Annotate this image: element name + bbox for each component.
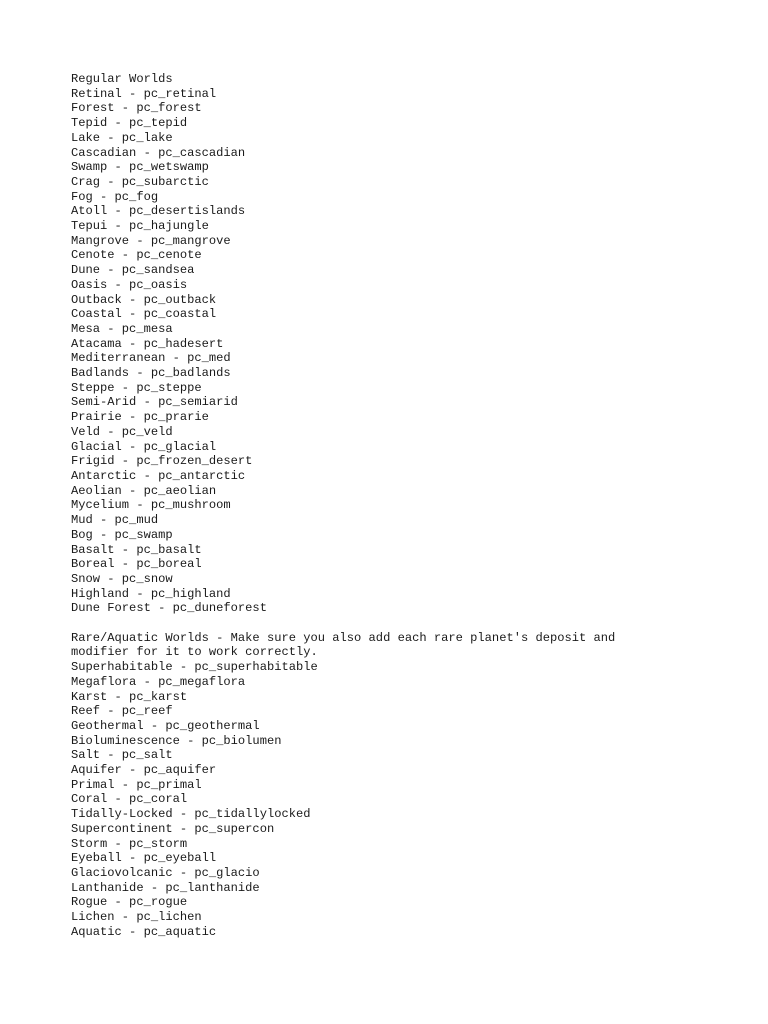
world-entry: Supercontinent - pc_supercon bbox=[71, 821, 275, 836]
rare-worlds-section bbox=[71, 631, 751, 940]
section-heading-regular: Regular Worlds bbox=[71, 72, 173, 86]
world-entry: Aquifer - pc_aquifer bbox=[71, 763, 217, 778]
world-entry: Forest - pc_forest bbox=[71, 101, 202, 116]
world-entry: Eyeball - pc_eyeball bbox=[71, 851, 217, 866]
world-entry: Mycelium - pc_mushroom bbox=[71, 498, 231, 513]
world-entry: Bog - pc_swamp bbox=[71, 527, 173, 542]
world-entry: Aquatic - pc_aquatic bbox=[71, 924, 217, 939]
section-heading-rare-line1: Rare/Aquatic Worlds - Make sure you also add each rare planet's deposit and bbox=[71, 630, 616, 645]
world-entry: Antarctic - pc_antarctic bbox=[71, 468, 246, 483]
document-page bbox=[71, 72, 751, 939]
world-entry: Coral - pc_coral bbox=[71, 792, 188, 807]
world-entry: Megaflora - pc_megaflora bbox=[71, 674, 246, 689]
world-entry: Badlands - pc_badlands bbox=[71, 366, 231, 381]
world-entry: Steppe - pc_steppe bbox=[71, 380, 202, 395]
world-entry: Lake - pc_lake bbox=[71, 130, 173, 145]
world-entry: Aeolian - pc_aeolian bbox=[71, 483, 217, 498]
world-entry: Cascadian - pc_cascadian bbox=[71, 145, 246, 160]
world-entry: Atacama - pc_hadesert bbox=[71, 336, 224, 351]
world-entry: Dune Forest - pc_duneforest bbox=[71, 601, 267, 616]
world-entry: Mangrove - pc_mangrove bbox=[71, 233, 231, 248]
world-entry: Outback - pc_outback bbox=[71, 292, 217, 307]
world-entry: Crag - pc_subarctic bbox=[71, 174, 209, 189]
world-entry: Highland - pc_highland bbox=[71, 586, 231, 601]
rare-worlds-list bbox=[71, 660, 751, 939]
world-entry: Storm - pc_storm bbox=[71, 836, 188, 851]
world-entry: Semi-Arid - pc_semiarid bbox=[71, 395, 238, 410]
world-entry: Retinal - pc_retinal bbox=[71, 86, 217, 101]
world-entry: Glaciovolcanic - pc_glacio bbox=[71, 865, 260, 880]
world-entry: Rogue - pc_rogue bbox=[71, 895, 188, 910]
world-entry: Glacial - pc_glacial bbox=[71, 439, 217, 454]
world-entry: Tidally-Locked - pc_tidallylocked bbox=[71, 807, 311, 822]
world-entry: Tepui - pc_hajungle bbox=[71, 219, 209, 234]
world-entry: Snow - pc_snow bbox=[71, 571, 173, 586]
world-entry: Geothermal - pc_geothermal bbox=[71, 718, 260, 733]
world-entry: Salt - pc_salt bbox=[71, 748, 173, 763]
world-entry: Reef - pc_reef bbox=[71, 704, 173, 719]
world-entry: Frigid - pc_frozen_desert bbox=[71, 454, 253, 469]
world-entry: Bioluminescence - pc_biolumen bbox=[71, 733, 282, 748]
world-entry: Tepid - pc_tepid bbox=[71, 116, 188, 131]
world-entry: Mesa - pc_mesa bbox=[71, 321, 173, 336]
regular-worlds-section bbox=[71, 72, 751, 616]
world-entry: Superhabitable - pc_superhabitable bbox=[71, 660, 318, 675]
world-entry: Mediterranean - pc_med bbox=[71, 351, 231, 366]
section-gap bbox=[71, 616, 751, 631]
world-entry: Atoll - pc_desertislands bbox=[71, 204, 246, 219]
world-entry: Prairie - pc_prarie bbox=[71, 410, 209, 425]
world-entry: Karst - pc_karst bbox=[71, 689, 188, 704]
regular-worlds-list bbox=[71, 87, 751, 616]
world-entry: Boreal - pc_boreal bbox=[71, 557, 202, 572]
world-entry: Oasis - pc_oasis bbox=[71, 277, 188, 292]
section-heading-rare-line2: modifier for it to work correctly. bbox=[71, 645, 318, 660]
world-entry: Coastal - pc_coastal bbox=[71, 307, 217, 322]
world-entry: Swamp - pc_wetswamp bbox=[71, 160, 209, 175]
world-entry: Lichen - pc_lichen bbox=[71, 910, 202, 925]
world-entry: Cenote - pc_cenote bbox=[71, 248, 202, 263]
world-entry: Lanthanide - pc_lanthanide bbox=[71, 880, 260, 895]
world-entry: Veld - pc_veld bbox=[71, 424, 173, 439]
world-entry: Primal - pc_primal bbox=[71, 777, 202, 792]
world-entry: Dune - pc_sandsea bbox=[71, 263, 195, 278]
world-entry: Mud - pc_mud bbox=[71, 513, 159, 528]
world-entry: Basalt - pc_basalt bbox=[71, 542, 202, 557]
world-entry: Fog - pc_fog bbox=[71, 189, 159, 204]
